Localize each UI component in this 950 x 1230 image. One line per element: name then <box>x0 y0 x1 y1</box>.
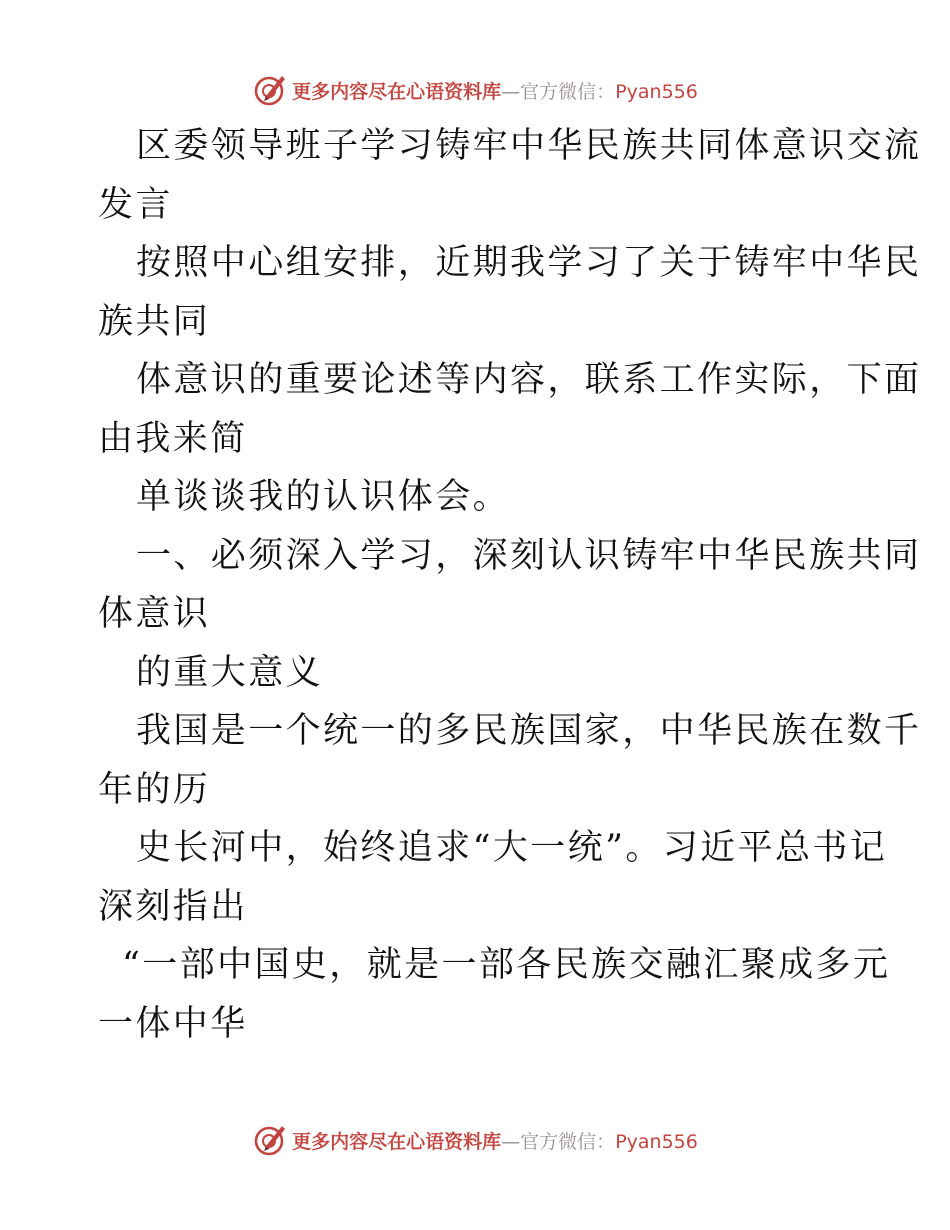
watermark-wechat-label: 官方微信： <box>520 80 616 103</box>
watermark-wechat-label: 官方微信： <box>520 1130 616 1153</box>
pen-logo-icon <box>252 1122 288 1158</box>
watermark-main-text: 更多内容尽在心语资料库 <box>292 1130 502 1153</box>
doc-text-line: 史长河中，始终追求“大一统”。习近平总书记 <box>136 828 888 868</box>
doc-text-line: “一部中国史，就是一部各民族交融汇聚成多元 <box>122 945 891 985</box>
doc-text-line: 体意识的重要论述等内容，联系工作实际，下面 <box>136 360 922 400</box>
doc-title-line-2: 发言 <box>98 184 173 225</box>
doc-text-line: 按照中心组安排，近期我学习了关于铸牢中华民 <box>136 243 922 283</box>
doc-text-line: 单谈谈我的认识体会。 <box>136 477 511 517</box>
header-watermark <box>0 70 950 110</box>
document-body <box>98 117 922 1053</box>
section-heading-line: 的重大意义 <box>136 652 324 693</box>
pen-logo-icon <box>252 72 288 108</box>
watermark-wechat-id: Pyan556 <box>615 80 698 103</box>
watermark-text <box>292 1127 698 1154</box>
watermark-dash: — <box>501 80 521 103</box>
doc-text-line: 年的历 <box>98 769 211 810</box>
doc-title-line-1: 区委领导班子学习铸牢中华民族共同体意识交流 <box>136 126 922 166</box>
section-heading-line: 体意识 <box>98 594 211 634</box>
watermark-dash: — <box>501 1130 521 1153</box>
section-heading-line: 一、必须深入学习，深刻认识铸牢中华民族共同 <box>136 535 922 576</box>
watermark-main-text: 更多内容尽在心语资料库 <box>292 80 502 103</box>
doc-text-line: 族共同 <box>98 301 211 342</box>
watermark-wechat-id: Pyan556 <box>615 1130 698 1153</box>
doc-text-line: 一体中华 <box>98 1003 248 1044</box>
watermark-text <box>292 77 698 104</box>
doc-text-line: 我国是一个统一的多民族国家，中华民族在数千 <box>136 711 922 751</box>
footer-watermark <box>0 1120 950 1160</box>
doc-text-line: 由我来简 <box>98 418 248 459</box>
doc-text-line: 深刻指出 <box>98 886 248 927</box>
